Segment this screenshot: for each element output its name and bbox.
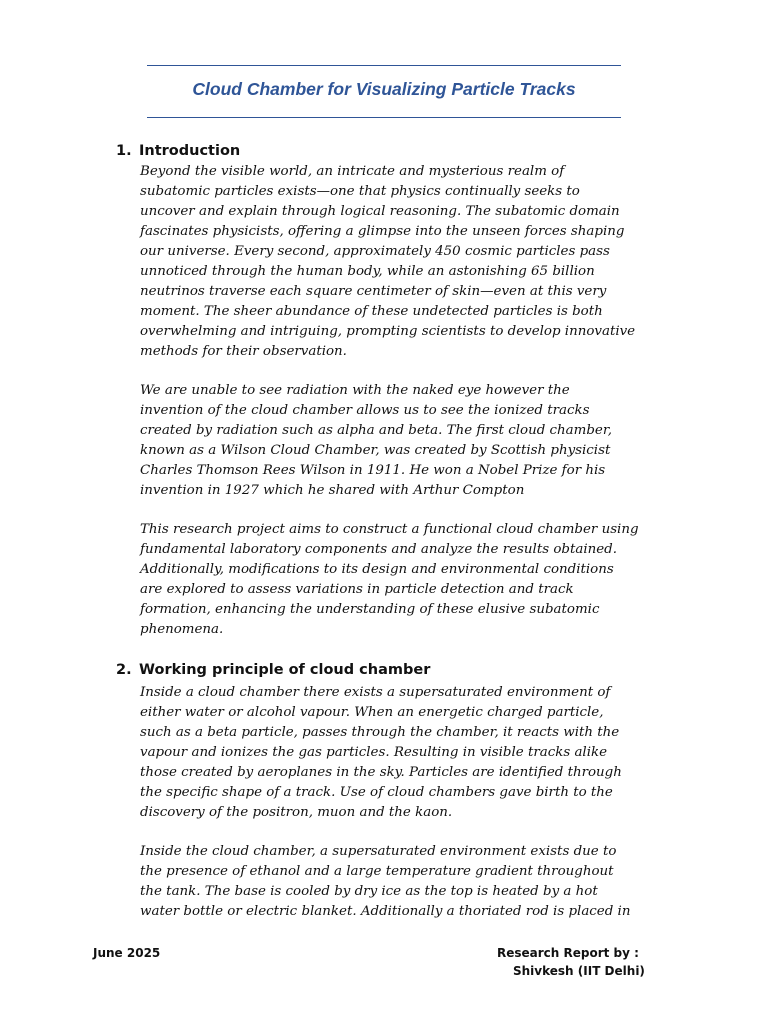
paragraph-line: those created by aeroplanes in the sky. Particles are identified through <box>140 765 622 780</box>
section-heading-working-principle <box>116 660 430 680</box>
paragraph-line: overwhelming and intriguing, prompting scientists to develop innovative <box>140 324 636 339</box>
paragraph-line: subatomic particles exists—one that physics continually seeks to <box>140 184 580 199</box>
paragraph-line: the specific shape of a track. Use of cloud chambers gave birth to the <box>140 785 613 800</box>
paragraph-line: formation, enhancing the understanding of these elusive subatomic <box>140 602 600 617</box>
section-title: Introduction <box>139 143 241 159</box>
paragraph-line: created by radiation such as alpha and beta. The first cloud chamber, <box>140 423 613 438</box>
section-number: 2. <box>116 662 132 678</box>
paragraph-line: such as a beta particle, passes through the chamber, it reacts with the <box>140 725 620 740</box>
paragraph-line: discovery of the positron, muon and the kaon. <box>140 805 453 820</box>
paragraph-line: invention in 1927 which he shared with Arthur Compton <box>140 483 525 498</box>
paragraph-line: are explored to assess variations in particle detection and track <box>140 582 574 597</box>
paragraph-principle-1 <box>140 683 685 823</box>
paragraph-line: the tank. The base is cooled by dry ice as the top is heated by a hot <box>140 884 598 899</box>
section-title: Working principle of cloud chamber <box>139 662 431 678</box>
paragraph-line: moment. The sheer abundance of these undetected particles is both <box>140 304 603 319</box>
paragraph-line: Charles Thomson Rees Wilson in 1911. He won a Nobel Prize for his <box>140 463 606 478</box>
paragraph-line: neutrinos traverse each square centimeter of skin—even at this very <box>140 284 607 299</box>
paragraph-line: fascinates physicists, offering a glimpse into the unseen forces shaping <box>140 224 625 239</box>
section-heading-introduction <box>116 141 240 161</box>
paragraph-line: fundamental laboratory components and analyze the results obtained. <box>140 542 618 557</box>
footer-author: Shivkesh (IIT Delhi) <box>513 964 645 978</box>
paragraph-line: unnoticed through the human body, while an astonishing 65 billion <box>140 264 595 279</box>
paragraph-line: Inside a cloud chamber there exists a supersaturated environment of <box>140 685 611 700</box>
paragraph-line: We are unable to see radiation with the naked eye however the <box>140 383 570 398</box>
footer-date: June 2025 <box>93 946 161 960</box>
paragraph-line: Additionally, modifications to its design and environmental conditions <box>140 562 614 577</box>
paragraph-line: water bottle or electric blanket. Additionally a thoriated rod is placed in <box>140 904 631 919</box>
paragraph-line: our universe. Every second, approximately 450 cosmic particles pass <box>140 244 610 259</box>
footer-report-label: Research Report by : <box>497 946 639 960</box>
paragraph-line: This research project aims to construct a functional cloud chamber using <box>140 522 639 537</box>
title-rule-bottom <box>147 117 621 118</box>
paragraph-intro-3 <box>140 520 685 640</box>
document-title: Cloud Chamber for Visualizing Particle Tracks <box>192 79 576 99</box>
paragraph-line: uncover and explain through logical reasoning. The subatomic domain <box>140 204 620 219</box>
paragraph-line: the presence of ethanol and a large temperature gradient throughout <box>140 864 614 879</box>
paragraph-line: vapour and ionizes the gas particles. Resulting in visible tracks alike <box>140 745 608 760</box>
paragraph-line: either water or alcohol vapour. When an energetic charged particle, <box>140 705 604 720</box>
paragraph-line: known as a Wilson Cloud Chamber, was created by Scottish physicist <box>140 443 611 458</box>
paragraph-line: methods for their observation. <box>140 344 347 359</box>
paragraph-line: Beyond the visible world, an intricate and mysterious realm of <box>140 164 565 179</box>
paragraph-line: phenomena. <box>140 622 224 637</box>
paragraph-intro-2 <box>140 381 685 501</box>
paragraph-line: Inside the cloud chamber, a supersaturated environment exists due to <box>140 844 617 859</box>
paragraph-intro-1 <box>140 162 685 362</box>
paragraph-principle-2 <box>140 842 685 922</box>
section-number: 1. <box>116 143 132 159</box>
paragraph-line: invention of the cloud chamber allows us to see the ionized tracks <box>140 403 590 418</box>
title-rule-top <box>147 65 621 66</box>
